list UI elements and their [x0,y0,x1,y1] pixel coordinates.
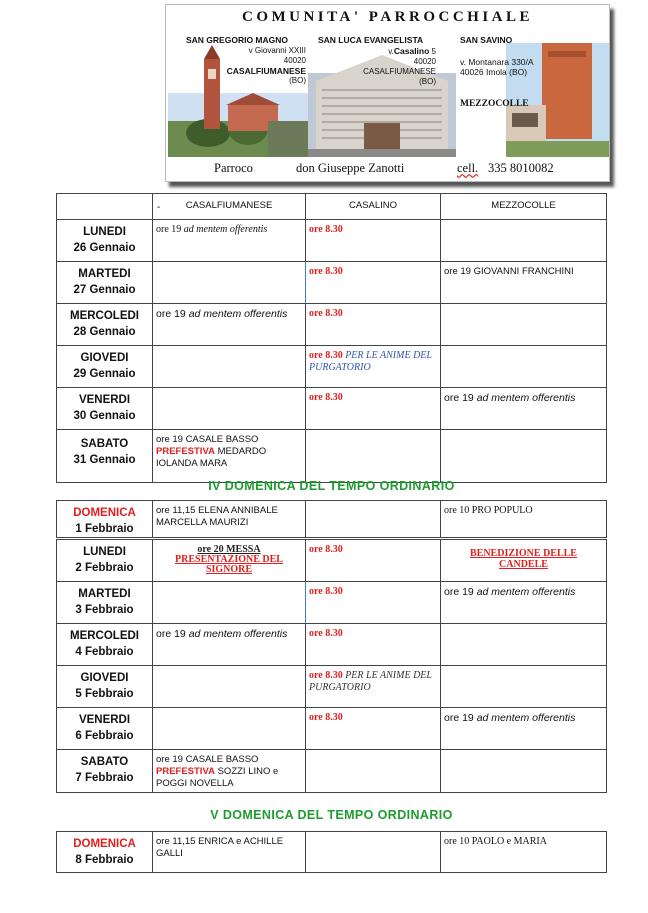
table-header-row [56,193,607,219]
church-2-address: v.Casalino 5 40020 CASALFIUMANESE (BO) [363,46,436,86]
mezzocolle-cell [440,220,607,261]
table-row [56,219,607,261]
church-3-place: MEZZOCOLLE [460,99,529,109]
table-row [56,303,607,345]
mezzocolle-cell: ore 10 PAOLO e MARIA [440,832,607,872]
day-cell: VENERDI 30 Gennaio [56,388,152,429]
casalino-cell: ore 8.30 [305,624,440,665]
col-header-casalino: CASALINO [305,194,440,219]
priest-name: don Giuseppe Zanotti [296,161,405,175]
casalino-cell: ore 8.30 [305,540,440,581]
casalino-cell: ore 8.30 [305,220,440,261]
casalfiumanese-cell: ore 19 CASALE BASSO PREFESTIVA SOZZI LINO e POGGI NOVELLA [152,750,305,792]
church-san-luca [308,33,456,157]
casalfiumanese-cell: ore 11,15 ELENA ANNIBALE MARCELLA MAURIZI [152,501,305,537]
casalino-cell: ore 8.30 [305,582,440,623]
casalfiumanese-cell: ore 19 ad mentem offerentis [152,220,305,261]
schedule-table-week1 [56,193,607,483]
table-row [56,623,607,665]
cell-label: cell. [457,161,479,175]
day-cell: SABATO 31 Gennaio [56,430,152,482]
mezzocolle-cell [440,624,607,665]
casalfiumanese-cell [152,346,305,387]
day-cell: DOMENICA 8 Febbraio [56,832,152,872]
mezzocolle-cell: ore 10 PRO POPULO [440,501,607,537]
casalfiumanese-cell [152,262,305,303]
parish-header [165,4,610,182]
schedule-sunday-1 [56,500,607,538]
casalfiumanese-cell: ore 20 MESSA PRESENTAZIONE DEL SIGNORE [152,540,305,581]
table-row [56,707,607,749]
feast-title-iv: IV DOMENICA DEL TEMPO ORDINARIO [208,479,455,493]
cell-number: 335 8010082 [488,161,554,175]
casalino-cell: ore 8.30 PER LE ANIME DEL PURGATORIO [305,666,440,707]
schedule-table-week2 [56,539,607,793]
casalino-cell: ore 8.30 [305,708,440,749]
header-title: COMUNITA' PARROCCHIALE [241,9,534,25]
church-san-savino [456,33,609,157]
mezzocolle-cell [440,666,607,707]
church-3-address: v. Montanara 330/A 40026 Imola (BO) [460,57,534,77]
day-cell: VENERDI 6 Febbraio [56,708,152,749]
table-row [56,581,607,623]
casalino-cell: ore 8.30 [305,388,440,429]
mezzocolle-cell [440,430,607,482]
day-cell: LUNEDI 2 Febbraio [56,540,152,581]
day-cell: GIOVEDI 29 Gennaio [56,346,152,387]
day-cell: MERCOLEDI 28 Gennaio [56,304,152,345]
church-1-address: v Giovanni XXIII 40020 CASALFIUMANESE (BO) [226,46,306,85]
mezzocolle-cell: ore 19 ad mentem offerentis [440,708,607,749]
table-row [56,665,607,707]
table-row [56,387,607,429]
casalino-cell [305,501,440,537]
table-row [56,261,607,303]
church-2-name: SAN LUCA EVANGELISTA [318,35,424,45]
casalino-cell [305,750,440,792]
table-row [56,345,607,387]
col-header-casalfiumanese: CASALFIUMANESE [152,194,305,219]
mezzocolle-cell: BENEDIZIONE DELLE CANDELE [440,540,607,581]
mezzocolle-cell: ore 19 GIOVANNI FRANCHINI [440,262,607,303]
col-header-day: - [56,194,160,219]
feast-title-v: V DOMENICA DEL TEMPO ORDINARIO [210,808,453,822]
church-1-name: SAN GREGORIO MAGNO [186,35,289,45]
schedule-sunday-2 [56,831,607,873]
casalfiumanese-cell [152,388,305,429]
day-cell: GIOVEDI 5 Febbraio [56,666,152,707]
day-cell: DOMENICA 1 Febbraio [56,501,152,537]
casalfiumanese-cell: ore 19 ad mentem offerentis [152,304,305,345]
church-san-savino-photo [456,33,609,157]
table-row [56,831,607,873]
casalfiumanese-cell: ore 19 CASALE BASSO PREFESTIVA MEDARDO IOLANDA MARA [152,430,305,482]
mezzocolle-cell: ore 19 ad mentem offerentis [440,388,607,429]
casalfiumanese-cell: ore 11,15 ENRICA e ACHILLE GALLI [152,832,305,872]
day-cell: LUNEDI 26 Gennaio [56,220,152,261]
day-cell: MERCOLEDI 4 Febbraio [56,624,152,665]
casalino-cell: ore 8.30 [305,262,440,303]
mezzocolle-cell [440,304,607,345]
mezzocolle-cell [440,750,607,792]
table-row [56,539,607,581]
casalfiumanese-cell [152,666,305,707]
casalino-cell: ore 8.30 PER LE ANIME DEL PURGATORIO [305,346,440,387]
church-3-name: SAN SAVINO [460,35,513,45]
mezzocolle-cell [440,346,607,387]
church-san-gregorio [168,33,308,157]
table-row [56,749,607,793]
day-cell: MARTEDI 27 Gennaio [56,262,152,303]
day-cell: SABATO 7 Febbraio [56,750,152,792]
mezzocolle-cell: ore 19 ad mentem offerentis [440,582,607,623]
table-row [56,500,607,538]
casalino-cell [305,430,440,482]
casalino-cell [305,832,440,872]
col-header-mezzocolle: MEZZOCOLLE [440,194,607,219]
casalfiumanese-cell: ore 19 ad mentem offerentis [152,624,305,665]
day-cell: MARTEDI 3 Febbraio [56,582,152,623]
casalfiumanese-cell [152,708,305,749]
parroco-label: Parroco [214,161,253,175]
casalino-cell: ore 8.30 [305,304,440,345]
casalfiumanese-cell [152,582,305,623]
table-row [56,429,607,483]
